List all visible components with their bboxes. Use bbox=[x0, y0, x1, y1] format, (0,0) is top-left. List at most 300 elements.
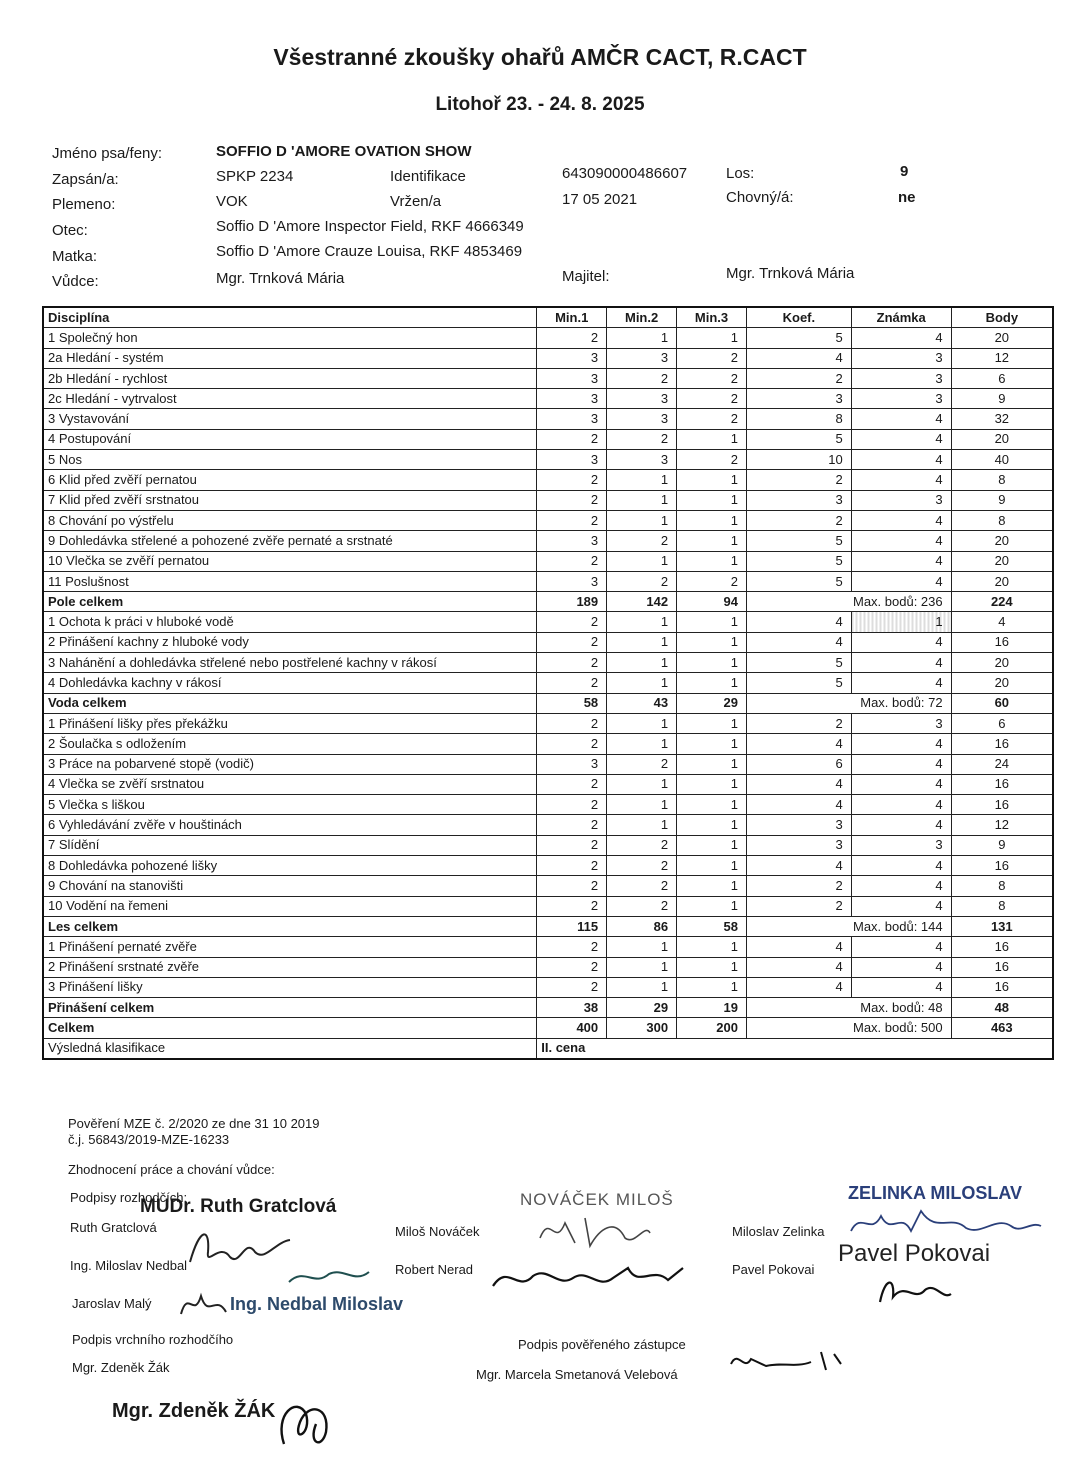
discipline-name: 2 Šoulačka s odložením bbox=[43, 734, 537, 754]
signature-zak-icon bbox=[272, 1394, 336, 1454]
discipline-name: 2c Hledání - vytrvalost bbox=[43, 389, 537, 409]
section-total-row bbox=[43, 693, 1053, 713]
header-min1: Min.1 bbox=[537, 307, 607, 328]
koef-value: 8 bbox=[746, 409, 851, 429]
total-min3: 19 bbox=[677, 998, 747, 1018]
koef-value: 2 bbox=[746, 470, 851, 490]
mze-line-1: Pověření MZE č. 2/2020 ze dne 31 10 2019 bbox=[68, 1116, 320, 1131]
min2-value: 2 bbox=[607, 571, 677, 591]
score-table bbox=[42, 306, 1054, 1060]
znamka-value: 1 bbox=[851, 612, 951, 632]
body-value: 9 bbox=[951, 389, 1053, 409]
koef-value: 5 bbox=[746, 653, 851, 673]
discipline-name: 6 Klid před zvěří pernatou bbox=[43, 470, 537, 490]
min1-value: 2 bbox=[537, 653, 607, 673]
section-total-row bbox=[43, 916, 1053, 936]
min3-value: 1 bbox=[677, 815, 747, 835]
min1-value: 3 bbox=[537, 368, 607, 388]
koef-value: 3 bbox=[746, 835, 851, 855]
sire-value: Soffio D 'Amore Inspector Field, RKF 4666349 bbox=[216, 218, 524, 235]
table-header-row bbox=[43, 307, 1053, 328]
min3-value: 1 bbox=[677, 734, 747, 754]
body-value: 4 bbox=[951, 612, 1053, 632]
total-min1: 58 bbox=[537, 693, 607, 713]
min2-value: 3 bbox=[607, 389, 677, 409]
header-discipline: Disciplína bbox=[43, 307, 537, 328]
table-row bbox=[43, 754, 1053, 774]
breeder-label: Chovný/á: bbox=[726, 189, 794, 206]
min2-value: 2 bbox=[607, 896, 677, 916]
grand-total-min3: 200 bbox=[677, 1018, 747, 1038]
body-value: 20 bbox=[951, 551, 1053, 571]
chief-judge-name: Mgr. Zdeněk Žák bbox=[72, 1360, 170, 1375]
signature-maly-icon bbox=[176, 1284, 231, 1324]
dog-name: SOFFIO D 'AMORE OVATION SHOW bbox=[216, 143, 472, 160]
born-label: Vržen/a bbox=[390, 193, 442, 210]
min2-value: 1 bbox=[607, 977, 677, 997]
stamp-pokovai: Pavel Pokovai bbox=[838, 1240, 991, 1267]
evaluation-label: Zhodnocení práce a chování vůdce: bbox=[68, 1162, 275, 1177]
grand-max-points: Max. bodů: 500 bbox=[746, 1018, 951, 1038]
min3-value: 1 bbox=[677, 673, 747, 693]
discipline-name: 10 Vlečka se zvěří pernatou bbox=[43, 551, 537, 571]
table-row bbox=[43, 774, 1053, 794]
table-row bbox=[43, 368, 1053, 388]
min3-value: 1 bbox=[677, 632, 747, 652]
stamp-novacek: NOVÁČEK MILOŠ bbox=[520, 1190, 674, 1209]
identification-value: 643090000486607 bbox=[562, 165, 688, 182]
min3-value: 1 bbox=[677, 856, 747, 876]
los-value: 9 bbox=[900, 163, 909, 180]
judge-novacek: Miloš Nováček bbox=[395, 1224, 480, 1239]
min1-value: 3 bbox=[537, 531, 607, 551]
table-row bbox=[43, 937, 1053, 957]
table-row bbox=[43, 571, 1053, 591]
znamka-value: 4 bbox=[851, 937, 951, 957]
discipline-name: 9 Chování na stanovišti bbox=[43, 876, 537, 896]
grand-total-min2: 300 bbox=[607, 1018, 677, 1038]
min3-value: 1 bbox=[677, 612, 747, 632]
signature-gratclova-icon bbox=[180, 1222, 300, 1272]
max-points: Max. bodů: 236 bbox=[746, 592, 951, 612]
stamp-zelinka: ZELINKA MILOSLAV bbox=[848, 1183, 1022, 1203]
min2-value: 3 bbox=[607, 409, 677, 429]
min2-value: 3 bbox=[607, 450, 677, 470]
table-row bbox=[43, 896, 1053, 916]
section-total-row bbox=[43, 998, 1053, 1018]
judges-label: Podpisy rozhodčích: bbox=[70, 1190, 188, 1205]
koef-value: 2 bbox=[746, 368, 851, 388]
discipline-name: 2 Přinášení kachny z hluboké vody bbox=[43, 632, 537, 652]
breeder-value: ne bbox=[898, 189, 916, 206]
table-row bbox=[43, 328, 1053, 348]
table-row bbox=[43, 632, 1053, 652]
min1-value: 2 bbox=[537, 957, 607, 977]
min3-value: 1 bbox=[677, 835, 747, 855]
min3-value: 1 bbox=[677, 876, 747, 896]
header-min2: Min.2 bbox=[607, 307, 677, 328]
table-row bbox=[43, 876, 1053, 896]
grand-total-row bbox=[43, 1018, 1053, 1038]
min3-value: 1 bbox=[677, 429, 747, 449]
discipline-name: 8 Dohledávka pohozené lišky bbox=[43, 856, 537, 876]
classification-value: II. cena bbox=[537, 1038, 1053, 1059]
body-value: 20 bbox=[951, 429, 1053, 449]
discipline-name: 1 Ochota k práci v hluboké vodě bbox=[43, 612, 537, 632]
znamka-value: 4 bbox=[851, 815, 951, 835]
znamka-value: 3 bbox=[851, 368, 951, 388]
total-min2: 29 bbox=[607, 998, 677, 1018]
koef-value: 3 bbox=[746, 490, 851, 510]
min1-value: 3 bbox=[537, 389, 607, 409]
total-min3: 58 bbox=[677, 916, 747, 936]
table-row bbox=[43, 429, 1053, 449]
dam-label: Matka: bbox=[52, 248, 98, 265]
min1-value: 2 bbox=[537, 977, 607, 997]
body-value: 16 bbox=[951, 957, 1053, 977]
znamka-value: 4 bbox=[851, 653, 951, 673]
body-value: 8 bbox=[951, 896, 1053, 916]
born-value: 17 05 2021 bbox=[562, 191, 638, 208]
koef-value: 3 bbox=[746, 389, 851, 409]
min2-value: 1 bbox=[607, 957, 677, 977]
min2-value: 3 bbox=[607, 348, 677, 368]
koef-value: 4 bbox=[746, 612, 851, 632]
koef-value: 2 bbox=[746, 896, 851, 916]
body-value: 8 bbox=[951, 876, 1053, 896]
signature-nerad-icon bbox=[488, 1258, 688, 1298]
min3-value: 1 bbox=[677, 977, 747, 997]
discipline-name: 3 Nahánění a dohledávka střelené nebo postřelené kachny v rákosí bbox=[43, 653, 537, 673]
discipline-name: 1 Přinášení pernaté zvěře bbox=[43, 937, 537, 957]
znamka-value: 4 bbox=[851, 328, 951, 348]
min1-value: 2 bbox=[537, 876, 607, 896]
koef-value: 4 bbox=[746, 795, 851, 815]
min3-value: 2 bbox=[677, 571, 747, 591]
min2-value: 1 bbox=[607, 937, 677, 957]
section-total-name: Les celkem bbox=[43, 916, 537, 936]
signature-zelinka-icon bbox=[846, 1206, 1046, 1242]
header-koef: Koef. bbox=[746, 307, 851, 328]
classification-label: Výsledná klasifikace bbox=[43, 1038, 537, 1059]
discipline-name: 2a Hledání - systém bbox=[43, 348, 537, 368]
document-title: Všestranné zkoušky ohařů AMČR CACT, R.CACT bbox=[273, 44, 807, 70]
koef-value: 4 bbox=[746, 632, 851, 652]
min1-value: 2 bbox=[537, 795, 607, 815]
min2-value: 2 bbox=[607, 835, 677, 855]
body-value: 16 bbox=[951, 734, 1053, 754]
section-total-name: Pole celkem bbox=[43, 592, 537, 612]
discipline-name: 4 Dohledávka kachny v rákosí bbox=[43, 673, 537, 693]
discipline-name: 11 Poslušnost bbox=[43, 571, 537, 591]
total-min3: 29 bbox=[677, 693, 747, 713]
min2-value: 1 bbox=[607, 815, 677, 835]
min2-value: 1 bbox=[607, 774, 677, 794]
min3-value: 1 bbox=[677, 896, 747, 916]
znamka-value: 4 bbox=[851, 470, 951, 490]
min2-value: 1 bbox=[607, 713, 677, 733]
min3-value: 1 bbox=[677, 774, 747, 794]
znamka-value: 4 bbox=[851, 754, 951, 774]
total-min1: 189 bbox=[537, 592, 607, 612]
owner-value: Mgr. Trnková Mária bbox=[726, 265, 855, 282]
koef-value: 4 bbox=[746, 856, 851, 876]
max-points: Max. bodů: 72 bbox=[746, 693, 951, 713]
chief-judge-label: Podpis vrchního rozhodčího bbox=[72, 1332, 234, 1347]
min1-value: 2 bbox=[537, 896, 607, 916]
min3-value: 1 bbox=[677, 531, 747, 551]
body-value: 16 bbox=[951, 795, 1053, 815]
body-value: 6 bbox=[951, 713, 1053, 733]
table-row bbox=[43, 835, 1053, 855]
header-znamka: Známka bbox=[851, 307, 951, 328]
min3-value: 1 bbox=[677, 653, 747, 673]
body-value: 16 bbox=[951, 937, 1053, 957]
koef-value: 4 bbox=[746, 957, 851, 977]
grand-total-min1: 400 bbox=[537, 1018, 607, 1038]
znamka-value: 4 bbox=[851, 957, 951, 977]
discipline-name: 9 Dohledávka střelené a pohozené zvěře pernaté a srstnaté bbox=[43, 531, 537, 551]
grand-total-name: Celkem bbox=[43, 1018, 537, 1038]
sire-label: Otec: bbox=[52, 222, 88, 239]
body-value: 8 bbox=[951, 470, 1053, 490]
table-row bbox=[43, 734, 1053, 754]
min2-value: 2 bbox=[607, 876, 677, 896]
koef-value: 5 bbox=[746, 531, 851, 551]
max-points: Max. bodů: 144 bbox=[746, 916, 951, 936]
discipline-name: 6 Vyhledávání zvěře v houštinách bbox=[43, 815, 537, 835]
discipline-name: 4 Vlečka se zvěří srstnatou bbox=[43, 774, 537, 794]
signature-nedbal-icon bbox=[284, 1262, 374, 1292]
min3-value: 1 bbox=[677, 795, 747, 815]
table-row bbox=[43, 389, 1053, 409]
min1-value: 2 bbox=[537, 551, 607, 571]
body-value: 16 bbox=[951, 774, 1053, 794]
body-value: 24 bbox=[951, 754, 1053, 774]
znamka-value: 3 bbox=[851, 389, 951, 409]
total-min3: 94 bbox=[677, 592, 747, 612]
body-value: 12 bbox=[951, 815, 1053, 835]
min2-value: 1 bbox=[607, 653, 677, 673]
body-value: 16 bbox=[951, 977, 1053, 997]
registration-label: Zapsán/a: bbox=[52, 171, 119, 188]
table-row bbox=[43, 470, 1053, 490]
total-min1: 115 bbox=[537, 916, 607, 936]
min1-value: 2 bbox=[537, 470, 607, 490]
total-body: 48 bbox=[951, 998, 1053, 1018]
body-value: 9 bbox=[951, 835, 1053, 855]
judge-nedbal: Ing. Miloslav Nedbal bbox=[70, 1258, 188, 1273]
discipline-name: 3 Vystavování bbox=[43, 409, 537, 429]
min1-value: 2 bbox=[537, 815, 607, 835]
table-row bbox=[43, 977, 1053, 997]
min1-value: 2 bbox=[537, 673, 607, 693]
min3-value: 1 bbox=[677, 490, 747, 510]
min1-value: 2 bbox=[537, 937, 607, 957]
min2-value: 1 bbox=[607, 632, 677, 652]
min3-value: 1 bbox=[677, 754, 747, 774]
total-body: 224 bbox=[951, 592, 1053, 612]
section-total-name: Přinášení celkem bbox=[43, 998, 537, 1018]
koef-value: 10 bbox=[746, 450, 851, 470]
znamka-value: 4 bbox=[851, 571, 951, 591]
table-row bbox=[43, 815, 1053, 835]
table-row bbox=[43, 795, 1053, 815]
min3-value: 1 bbox=[677, 328, 747, 348]
breed-label: Plemeno: bbox=[52, 196, 116, 213]
min2-value: 1 bbox=[607, 734, 677, 754]
total-min2: 86 bbox=[607, 916, 677, 936]
discipline-name: 2 Přinášení srstnaté zvěře bbox=[43, 957, 537, 977]
min2-value: 2 bbox=[607, 368, 677, 388]
stamp-zak: Mgr. Zdeněk ŽÁK bbox=[112, 1400, 276, 1422]
znamka-value: 4 bbox=[851, 795, 951, 815]
body-value: 16 bbox=[951, 856, 1053, 876]
min2-value: 1 bbox=[607, 551, 677, 571]
header-min3: Min.3 bbox=[677, 307, 747, 328]
judge-zelinka: Miloslav Zelinka bbox=[732, 1224, 825, 1239]
min1-value: 2 bbox=[537, 429, 607, 449]
min1-value: 2 bbox=[537, 713, 607, 733]
table-row bbox=[43, 348, 1053, 368]
min1-value: 2 bbox=[537, 510, 607, 530]
total-min2: 142 bbox=[607, 592, 677, 612]
znamka-value: 3 bbox=[851, 348, 951, 368]
min1-value: 2 bbox=[537, 328, 607, 348]
koef-value: 5 bbox=[746, 429, 851, 449]
koef-value: 5 bbox=[746, 673, 851, 693]
min3-value: 1 bbox=[677, 551, 747, 571]
min1-value: 3 bbox=[537, 450, 607, 470]
registration-value: SPKP 2234 bbox=[216, 168, 294, 185]
total-min1: 38 bbox=[537, 998, 607, 1018]
stamp-nedbal: Ing. Nedbal Miloslav bbox=[230, 1294, 404, 1314]
mze-line-2: č.j. 56843/2019-MZE-16233 bbox=[68, 1132, 230, 1147]
section-total-row bbox=[43, 592, 1053, 612]
znamka-value: 4 bbox=[851, 531, 951, 551]
table-row bbox=[43, 450, 1053, 470]
document-subtitle: Litohoř 23. - 24. 8. 2025 bbox=[435, 94, 645, 115]
header-body: Body bbox=[951, 307, 1053, 328]
total-body: 131 bbox=[951, 916, 1053, 936]
discipline-name: 7 Slídění bbox=[43, 835, 537, 855]
znamka-value: 4 bbox=[851, 551, 951, 571]
koef-value: 2 bbox=[746, 876, 851, 896]
koef-value: 2 bbox=[746, 510, 851, 530]
table-row bbox=[43, 510, 1053, 530]
min1-value: 2 bbox=[537, 612, 607, 632]
total-min2: 43 bbox=[607, 693, 677, 713]
classification-row bbox=[43, 1038, 1053, 1059]
koef-value: 3 bbox=[746, 815, 851, 835]
znamka-value: 4 bbox=[851, 510, 951, 530]
table-row bbox=[43, 409, 1053, 429]
min3-value: 2 bbox=[677, 389, 747, 409]
handler-label: Vůdce: bbox=[52, 273, 99, 290]
owner-label: Majitel: bbox=[562, 268, 610, 285]
min3-value: 1 bbox=[677, 937, 747, 957]
min3-value: 2 bbox=[677, 409, 747, 429]
min2-value: 2 bbox=[607, 531, 677, 551]
discipline-name: 10 Vodění na řemeni bbox=[43, 896, 537, 916]
table-row bbox=[43, 856, 1053, 876]
min3-value: 2 bbox=[677, 450, 747, 470]
table-row bbox=[43, 531, 1053, 551]
delegate-label: Podpis pověřeného zástupce bbox=[518, 1337, 686, 1352]
body-value: 40 bbox=[951, 450, 1053, 470]
koef-value: 4 bbox=[746, 734, 851, 754]
min2-value: 1 bbox=[607, 470, 677, 490]
max-points: Max. bodů: 48 bbox=[746, 998, 951, 1018]
koef-value: 2 bbox=[746, 713, 851, 733]
discipline-name: 5 Vlečka s liškou bbox=[43, 795, 537, 815]
body-value: 20 bbox=[951, 653, 1053, 673]
judge-gratclova: Ruth Gratclová bbox=[70, 1220, 157, 1235]
min3-value: 1 bbox=[677, 510, 747, 530]
znamka-value: 4 bbox=[851, 409, 951, 429]
min1-value: 2 bbox=[537, 490, 607, 510]
znamka-value: 4 bbox=[851, 774, 951, 794]
min1-value: 3 bbox=[537, 754, 607, 774]
znamka-value: 4 bbox=[851, 896, 951, 916]
min2-value: 2 bbox=[607, 429, 677, 449]
table-row bbox=[43, 653, 1053, 673]
body-value: 8 bbox=[951, 510, 1053, 530]
min2-value: 2 bbox=[607, 856, 677, 876]
discipline-name: 1 Společný hon bbox=[43, 328, 537, 348]
koef-value: 5 bbox=[746, 551, 851, 571]
body-value: 16 bbox=[951, 632, 1053, 652]
judge-pokovai: Pavel Pokovai bbox=[732, 1262, 815, 1277]
judge-nerad: Robert Nerad bbox=[395, 1262, 474, 1277]
body-value: 9 bbox=[951, 490, 1053, 510]
min1-value: 3 bbox=[537, 571, 607, 591]
znamka-value: 4 bbox=[851, 429, 951, 449]
min2-value: 1 bbox=[607, 328, 677, 348]
signature-novacek-icon bbox=[535, 1208, 655, 1253]
znamka-value: 3 bbox=[851, 490, 951, 510]
min1-value: 2 bbox=[537, 632, 607, 652]
discipline-name: 3 Práce na pobarvené stopě (vodič) bbox=[43, 754, 537, 774]
koef-value: 4 bbox=[746, 348, 851, 368]
stamp-gratclova: MUDr. Ruth Gratclová bbox=[140, 1196, 337, 1217]
znamka-value: 4 bbox=[851, 632, 951, 652]
koef-value: 4 bbox=[746, 977, 851, 997]
table-row bbox=[43, 957, 1053, 977]
znamka-value: 4 bbox=[851, 977, 951, 997]
znamka-value: 4 bbox=[851, 856, 951, 876]
discipline-name: 8 Chování po výstřelu bbox=[43, 510, 537, 530]
min1-value: 2 bbox=[537, 734, 607, 754]
min1-value: 2 bbox=[537, 856, 607, 876]
dam-value: Soffio D 'Amore Crauze Louisa, RKF 4853469 bbox=[216, 243, 523, 260]
min2-value: 1 bbox=[607, 490, 677, 510]
min3-value: 2 bbox=[677, 348, 747, 368]
koef-value: 6 bbox=[746, 754, 851, 774]
table-row bbox=[43, 673, 1053, 693]
min3-value: 2 bbox=[677, 368, 747, 388]
body-value: 20 bbox=[951, 531, 1053, 551]
table-row bbox=[43, 551, 1053, 571]
min2-value: 2 bbox=[607, 754, 677, 774]
discipline-name: 4 Postupování bbox=[43, 429, 537, 449]
table-row bbox=[43, 713, 1053, 733]
body-value: 6 bbox=[951, 368, 1053, 388]
znamka-value: 4 bbox=[851, 673, 951, 693]
handler-value: Mgr. Trnková Mária bbox=[216, 270, 345, 287]
min2-value: 1 bbox=[607, 612, 677, 632]
signature-delegate-icon bbox=[726, 1344, 846, 1376]
